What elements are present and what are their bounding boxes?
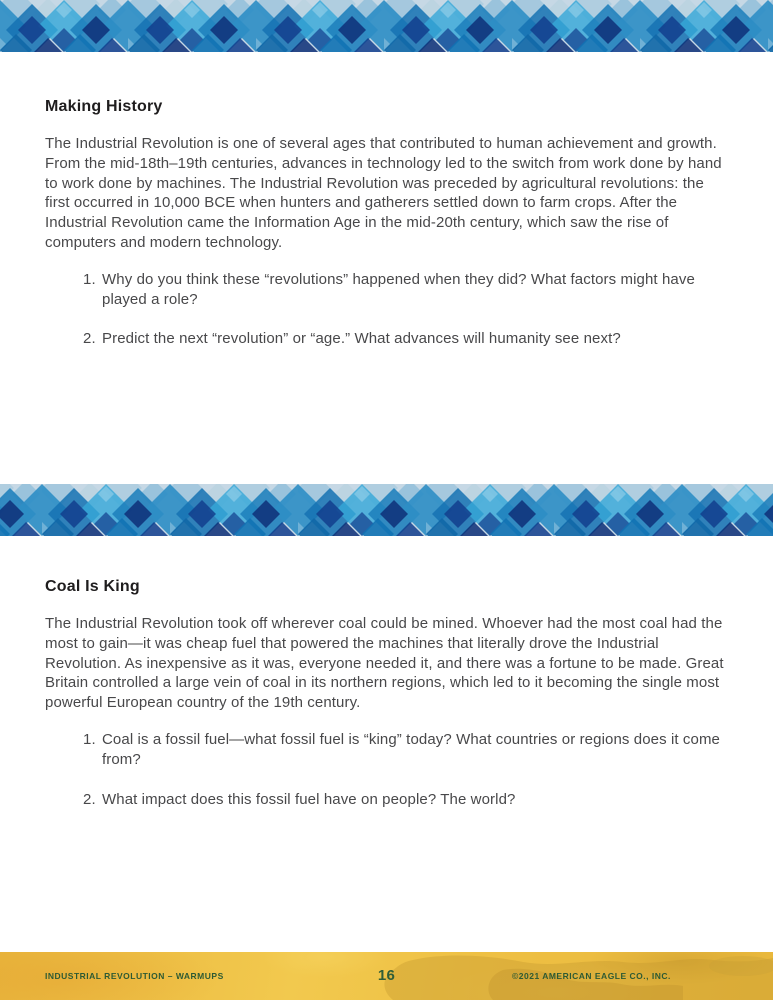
diamond-pattern-graphic [0,484,773,536]
section-title: Making History [45,98,163,115]
decorative-border-top [0,0,773,52]
question-item: 2. Predict the next “revolution” or “age.” What advances will humanity see next? [100,329,728,349]
question-item: 1. Why do you think these “revolutions” happened when they did? What factors might have played a role? [100,270,728,310]
section-body: The Industrial Revolution took off wherever coal could be mined. Whoever had the most coal had the most to gain—it was cheap fuel that powered the machines that literally drove the Industrial Revolution. As inexpensive as it was, everyone needed it, and there was a fortune to be made. Great Britain controlled a large vein of coal in its northern regions, which led to it becoming the single most powerful European country of the 19th century. [45,615,724,712]
section-coal-is-king [45,577,728,809]
footer-title: INDUSTRIAL REVOLUTION – WARMUPS [45,971,224,981]
diamond-pattern-graphic [0,0,773,52]
decorative-border-middle [0,484,773,536]
page-footer [0,952,773,1000]
question-item: 2. What impact does this fossil fuel have on people? The world? [100,790,728,810]
question-list [45,270,728,349]
section-making-history [45,97,728,349]
section-body: The Industrial Revolution is one of several ages that contributed to human achievement and growth. From the mid-18th–19th centuries, advances in technology led to the switch from work done by hand to work done by machines. The Industrial Revolution was preceded by agricultural revolutions: the first occurred in 10,000 BCE when hunters and gatherers settled down to farm crops. After the Industrial Revolution came the Information Age in the mid-20th century, which saw the rise of computers and modern technology. [45,135,722,251]
question-list [45,730,728,809]
question-item: 1. Coal is a fossil fuel—what fossil fuel is “king” today? What countries or regions does it come from? [100,730,728,770]
page-number: 16 [377,967,396,985]
section-title: Coal Is King [45,578,140,595]
footer-copyright: ©2021 AMERICAN EAGLE CO., INC. [512,971,671,981]
